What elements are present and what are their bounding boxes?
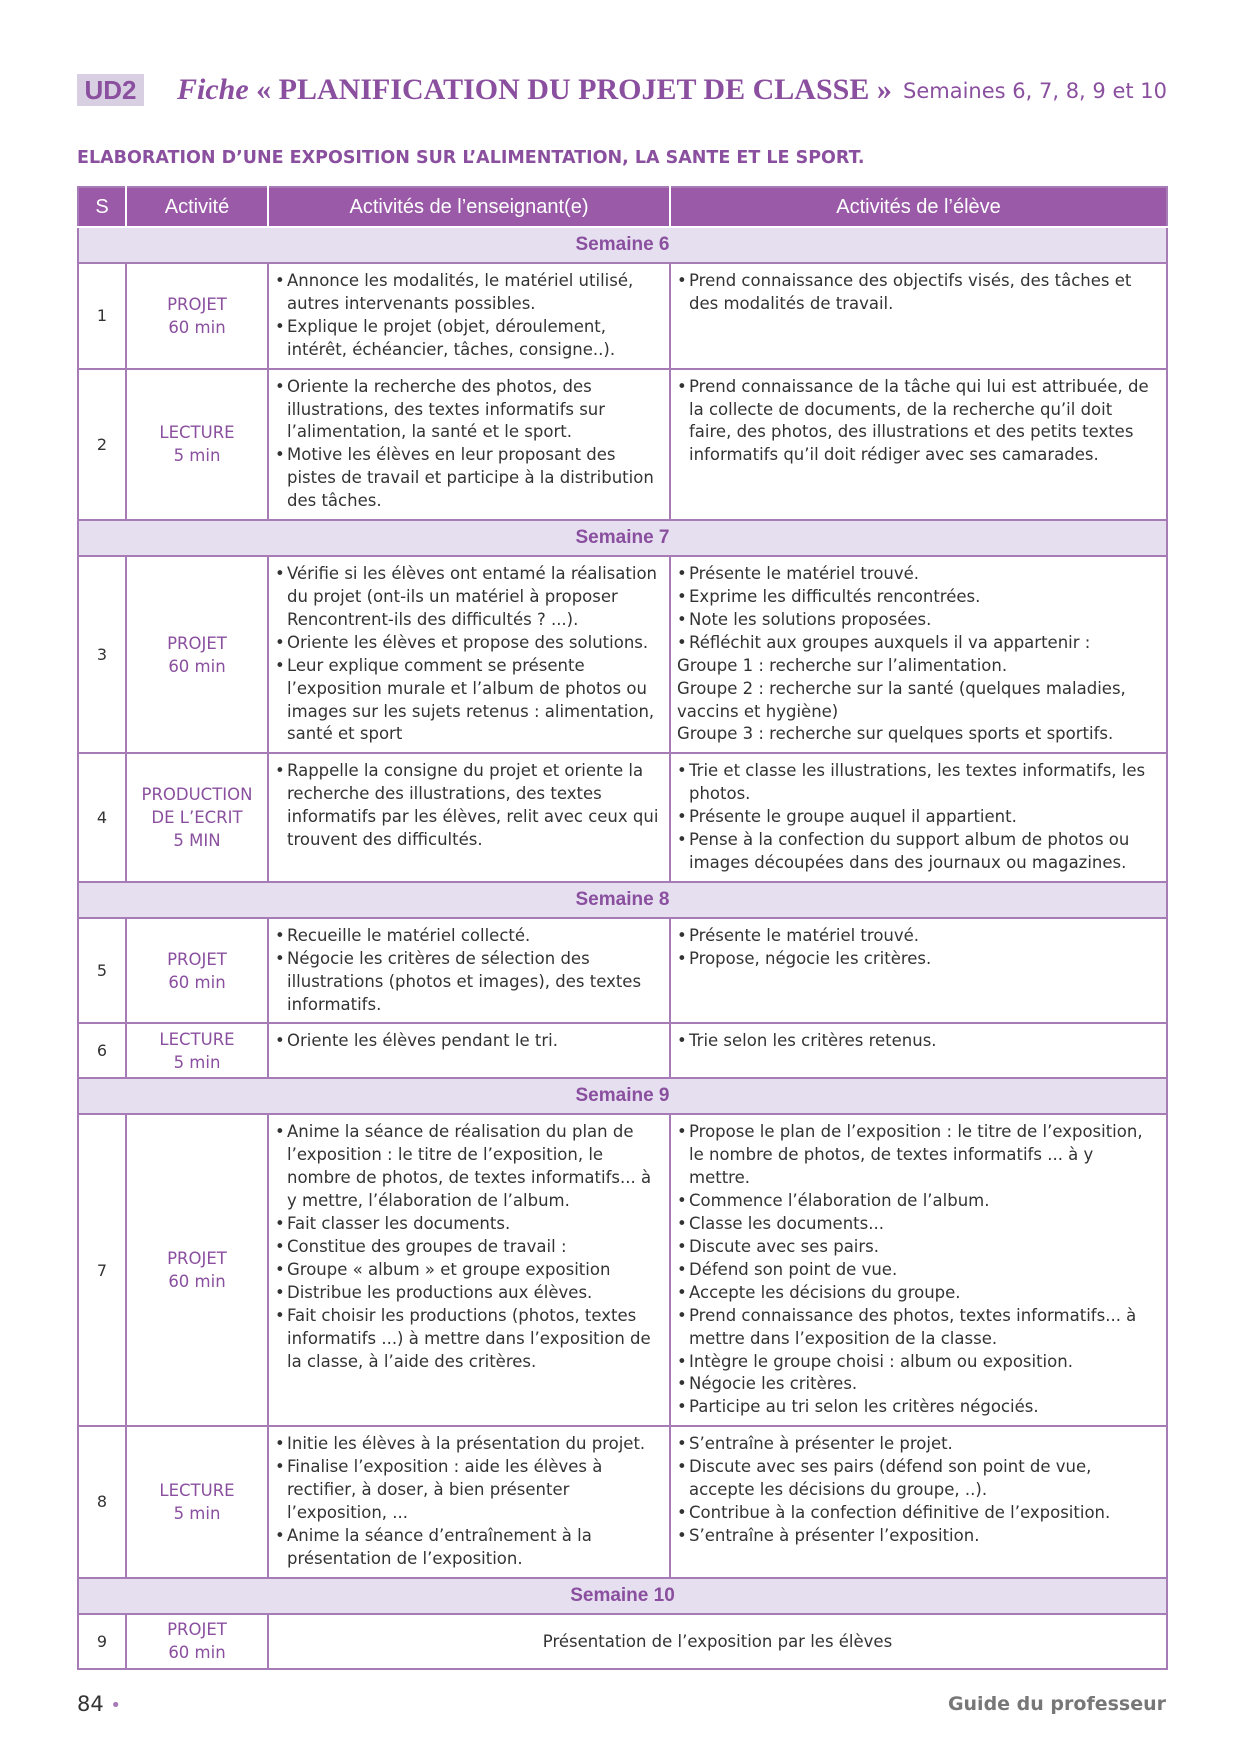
activity-label: LECTURE [159,1480,235,1500]
unit-badge: UD2 [77,74,144,106]
list-item: • Prend connaissance des photos, textes informatifs... à mettre dans l’exposition de la classe. [677,1305,1158,1351]
week-row [78,227,1167,263]
page-number [77,1690,121,1720]
table-row [78,1023,1167,1078]
activity-label: PROJET [167,633,227,653]
activity-cell [126,753,268,882]
activity-cell [126,263,268,369]
activity-label: 60 min [168,656,226,676]
student-activities [670,918,1167,1024]
footer-guide: Guide du professeur [947,1693,1166,1715]
table-row [78,263,1167,369]
session-number: 1 [78,263,126,369]
column-header-session: S [78,187,126,227]
student-activities-list [677,1121,1158,1419]
student-activities-list [677,563,1158,746]
activity-cell [126,1114,268,1426]
activity-cell [126,369,268,520]
list-item: • Motive les élèves en leur proposant des pistes de travail et participe à la distribution des tâches. [275,444,661,513]
table-row [78,918,1167,1024]
table-row [78,1614,1167,1669]
table-body [78,227,1167,1669]
teacher-activities-list [275,925,661,1017]
page-bullet: • [110,1695,122,1716]
teacher-activities-list [275,270,661,362]
list-item: • Discute avec ses pairs. [677,1236,1158,1259]
table-row [78,556,1167,753]
column-header-teacher: Activités de l’enseignant(e) [268,187,670,227]
activity-label: PROJET [167,949,227,969]
list-item: • Trie et classe les illustrations, les textes informatifs, les photos. [677,760,1158,806]
activity-label: 5 MIN [173,831,221,851]
teacher-activities-list [275,1030,661,1053]
list-item: • Recueille le matériel collecté. [275,925,661,948]
list-item: • S’entraîne à présenter l’exposition. [677,1525,1158,1548]
student-activities-list [677,270,1158,316]
activity-label: PRODUCTION [141,785,253,805]
teacher-activities-list [275,1433,661,1570]
activity-label: 60 min [168,317,226,337]
teacher-activities-list [275,1121,661,1373]
list-item: • Discute avec ses pairs (défend son point de vue, accepte les décisions du groupe, ..). [677,1456,1158,1502]
list-item: • Négocie les critères. [677,1373,1158,1396]
teacher-activities-list [275,376,661,513]
list-item: • Présente le groupe auquel il appartient. [677,806,1158,829]
planning-table [77,186,1168,1670]
teacher-activities-list [275,563,661,746]
table-row [78,369,1167,520]
student-activities [670,1023,1167,1078]
list-item: • Fait classer les documents. [275,1213,661,1236]
list-item: • Rappelle la consigne du projet et oriente la recherche des illustrations, des textes informatifs par les élèves, relit avec ceux qui trouvent des difficultés. [275,760,661,852]
session-number: 4 [78,753,126,882]
list-item: • Distribue les productions aux élèves. [275,1282,661,1305]
week-label: Semaine 6 [78,227,1167,263]
week-row [78,882,1167,918]
activity-cell [126,918,268,1024]
activity-label: 60 min [168,1643,226,1663]
column-header-activity: Activité [126,187,268,227]
teacher-activities [268,1426,670,1577]
table-row [78,1114,1167,1426]
list-item: • Initie les élèves à la présentation du projet. [275,1433,661,1456]
sheet-title-text: « PLANIFICATION DU PROJET DE CLASSE » [256,73,892,106]
column-header-student: Activités de l’élève [670,187,1167,227]
page-number-value: 84 [77,1692,104,1716]
list-item: • Contribue à la confection définitive de l’exposition. [677,1502,1158,1525]
activity-cell [126,1426,268,1577]
list-item: • Pense à la confection du support album de photos ou images découpées dans des journaux ou magazines. [677,829,1158,875]
list-item: • Note les solutions proposées. [677,609,1158,632]
list-item: Groupe 2 : recherche sur la santé (quelques maladies, vaccins et hygiène) [677,678,1126,721]
list-item: • Finalise l’exposition : aide les élèves à rectifier, à doser, à bien présenter l’exposition, ... [275,1456,661,1525]
teacher-activities [268,263,670,369]
activity-label: 60 min [168,1272,226,1292]
list-item: • S’entraîne à présenter le projet. [677,1433,1158,1456]
student-activities [670,263,1167,369]
list-item: • Prend connaissance des objectifs visés, des tâches et des modalités de travail. [677,270,1158,316]
list-item: • Propose, négocie les critères. [677,948,1158,971]
merged-activity: Présentation de l’exposition par les élèves [268,1614,1167,1669]
list-item: • Présente le matériel trouvé. [677,925,1158,948]
activity-label: PROJET [167,1620,227,1640]
list-item: • Oriente la recherche des photos, des illustrations, des textes informatifs sur l’alimentation, la santé et le sport. [275,376,661,445]
list-item: • Négocie les critères de sélection des illustrations (photos et images), des textes informatifs. [275,948,661,1017]
list-item: • Groupe « album » et groupe exposition [275,1259,661,1282]
activity-label: LECTURE [159,1029,235,1049]
page-header [77,70,1167,114]
session-number: 6 [78,1023,126,1078]
activity-label: DE L’ECRIT [151,808,243,828]
activity-label: PROJET [167,1249,227,1269]
list-item: • Propose le plan de l’exposition : le titre de l’exposition, le nombre de photos, de textes informatifs ... à y mettre. [677,1121,1158,1190]
activity-label: LECTURE [159,423,235,443]
list-item: • Oriente les élèves pendant le tri. [275,1030,661,1053]
table-header-row [78,187,1167,227]
list-item: • Commence l’élaboration de l’album. [677,1190,1158,1213]
list-item: • Explique le projet (objet, déroulement, intérêt, échéancier, tâches, consigne..). [275,316,661,362]
student-activities-list [677,376,1158,468]
list-item: • Réfléchit aux groupes auxquels il va appartenir : [677,632,1158,655]
session-number: 2 [78,369,126,520]
session-number: 8 [78,1426,126,1577]
teacher-activities [268,1114,670,1426]
table-row [78,753,1167,882]
list-item: • Accepte les décisions du groupe. [677,1282,1158,1305]
week-label: Semaine 9 [78,1078,1167,1114]
student-activities [670,753,1167,882]
list-item: • Trie selon les critères retenus. [677,1030,1158,1053]
teacher-activities [268,918,670,1024]
list-item: • Constitue des groupes de travail : [275,1236,661,1259]
student-activities [670,1426,1167,1577]
week-row [78,520,1167,556]
table-row [78,1426,1167,1577]
activity-label: 60 min [168,972,226,992]
list-item: • Exprime les difficultés rencontrées. [677,586,1158,609]
teacher-activities [268,556,670,753]
activity-cell [126,556,268,753]
list-item: • Présente le matériel trouvé. [677,563,1158,586]
list-item: • Vérifie si les élèves ont entamé la réalisation du projet (ont-ils un matériel à proposer Rencontrent-ils des difficultés ? ...). [275,563,661,632]
week-label: Semaine 7 [78,520,1167,556]
list-item: Groupe 3 : recherche sur quelques sports et sportifs. [677,724,1114,744]
activity-label: 5 min [173,1503,221,1523]
student-activities [670,556,1167,753]
list-item: • Participe au tri selon les critères négociés. [677,1396,1158,1419]
week-row [78,1578,1167,1614]
session-number: 7 [78,1114,126,1426]
teacher-activities [268,753,670,882]
week-label: Semaine 10 [78,1578,1167,1614]
project-subtitle: ELABORATION D’UNE EXPOSITION SUR L’ALIMENTATION, LA SANTE ET LE SPORT. [77,148,865,168]
list-item: Groupe 1 : recherche sur l’alimentation. [677,655,1008,675]
list-item: • Leur explique comment se présente l’exposition murale et l’album de photos ou images sur les sujets retenus : alimentation, santé et sport [275,655,661,747]
week-row [78,1078,1167,1114]
week-label: Semaine 8 [78,882,1167,918]
student-activities-list [677,1433,1158,1548]
session-number: 9 [78,1614,126,1669]
sheet-title [177,70,892,110]
list-item: • Anime la séance d’entraînement à la présentation de l’exposition. [275,1525,661,1571]
activity-label: 5 min [173,446,221,466]
list-item: • Défend son point de vue. [677,1259,1158,1282]
activity-label: PROJET [167,294,227,314]
list-item: • Anime la séance de réalisation du plan de l’exposition : le titre de l’exposition, le nombre de photos, de textes informatifs... à y mettre, l’élaboration de l’album. [275,1121,661,1213]
list-item: • Classe les documents... [677,1213,1158,1236]
weeks-label: Semaines 6, 7, 8, 9 et 10 [903,79,1167,103]
student-activities-list [677,925,1158,971]
student-activities-list [677,760,1158,875]
activity-cell [126,1023,268,1078]
session-number: 5 [78,918,126,1024]
student-activities-list [677,1030,1158,1053]
session-number: 3 [78,556,126,753]
teacher-activities [268,1023,670,1078]
list-item: • Fait choisir les productions (photos, textes informatifs ...) à mettre dans l’exposition de la classe, à l’aide des critères. [275,1305,661,1374]
activity-cell [126,1614,268,1669]
activity-label: 5 min [173,1052,221,1072]
list-item: • Oriente les élèves et propose des solutions. [275,632,661,655]
list-item: • Annonce les modalités, le matériel utilisé, autres intervenants possibles. [275,270,661,316]
list-item: • Intègre le groupe choisi : album ou exposition. [677,1351,1158,1374]
sheet-title-fiche: Fiche [177,73,249,106]
student-activities [670,369,1167,520]
list-item: • Prend connaissance de la tâche qui lui est attribuée, de la collecte de documents, de la recherche qu’il doit faire, des photos, des illustrations et des petits textes informatifs qu’il doit rédiger avec ses camarades. [677,376,1158,468]
student-activities [670,1114,1167,1426]
teacher-activities [268,369,670,520]
teacher-activities-list [275,760,661,852]
